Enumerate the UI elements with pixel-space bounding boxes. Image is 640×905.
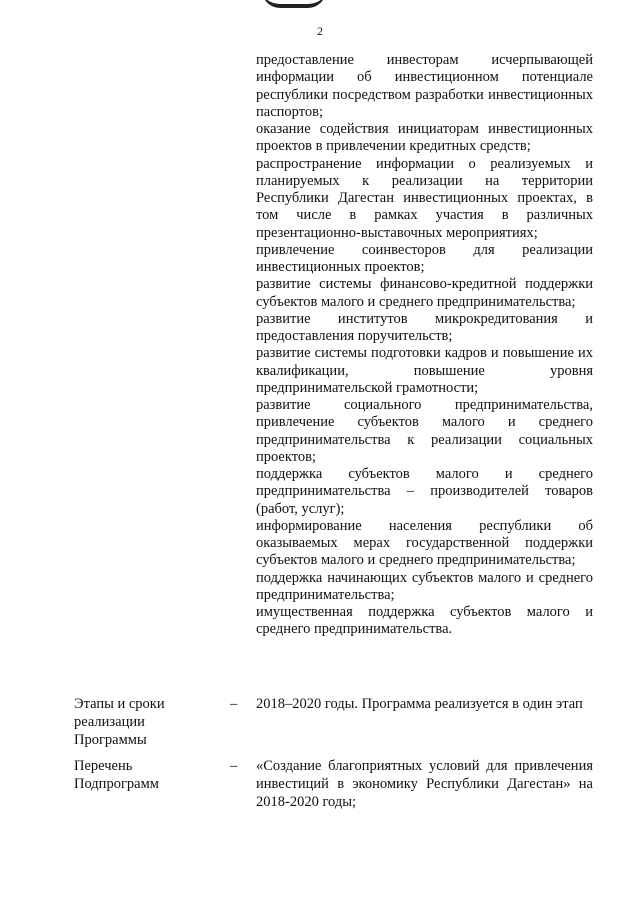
stages-label: Этапы и сроки реализации Программы bbox=[74, 696, 165, 748]
page-number: 2 bbox=[317, 24, 323, 38]
goal-item: развитие институтов микрокредитования и предоставления поручительств; bbox=[256, 310, 593, 344]
subprograms-value: «Создание благоприятных условий для привлечения инвестиций в экономику Республики Дагестан» на 2018-2020 годы; bbox=[256, 758, 593, 810]
stages-value: 2018–2020 годы. Программа реализуется в один этап bbox=[256, 696, 583, 712]
goal-item: имущественная поддержка субъектов малого и среднего предпринимательства. bbox=[256, 604, 593, 638]
subprograms-label: Перечень Подпрограмм bbox=[74, 758, 159, 792]
goal-item: развитие социального предпринимательства, привлечение субъектов малого и среднего предпринимательства к реализации социальных проектов; bbox=[256, 397, 593, 465]
goal-item: информирование населения республики об оказываемых мерах государственной поддержки субъектов малого и среднего предпринимательства; bbox=[256, 517, 593, 569]
goal-item: развитие системы подготовки кадров и повышение их квалификации, повышение уровня предпринимательской грамотности; bbox=[256, 345, 593, 396]
goal-item: поддержка субъектов малого и среднего предпринимательства – производителей товаров (работ, услуг); bbox=[256, 466, 593, 517]
binding-mark bbox=[262, 0, 326, 8]
goal-item: предоставление инвесторам исчерпывающей информации об инвестиционном потенциале республики посредством разработки инвестиционных паспортов; bbox=[256, 52, 593, 120]
stages-dash: – bbox=[230, 696, 238, 712]
goal-item: развитие системы финансово-кредитной поддержки субъектов малого и среднего предпринимательства; bbox=[256, 276, 593, 310]
goals-list bbox=[256, 52, 593, 639]
goal-item: привлечение соинвесторов для реализации инвестиционных проектов; bbox=[256, 241, 593, 275]
goal-item: оказание содействия инициаторам инвестиционных проектов в привлечении кредитных средств; bbox=[256, 121, 593, 155]
goal-item: распространение информации о реализуемых и планируемых к реализации на территории Республики Дагестан инвестиционных проектах, в том числе в рамках участия в различных презентационно-выставочных мероприятиях; bbox=[256, 155, 593, 241]
goal-item: поддержка начинающих субъектов малого и среднего предпринимательства; bbox=[256, 569, 593, 603]
subprograms-dash: – bbox=[230, 758, 238, 774]
